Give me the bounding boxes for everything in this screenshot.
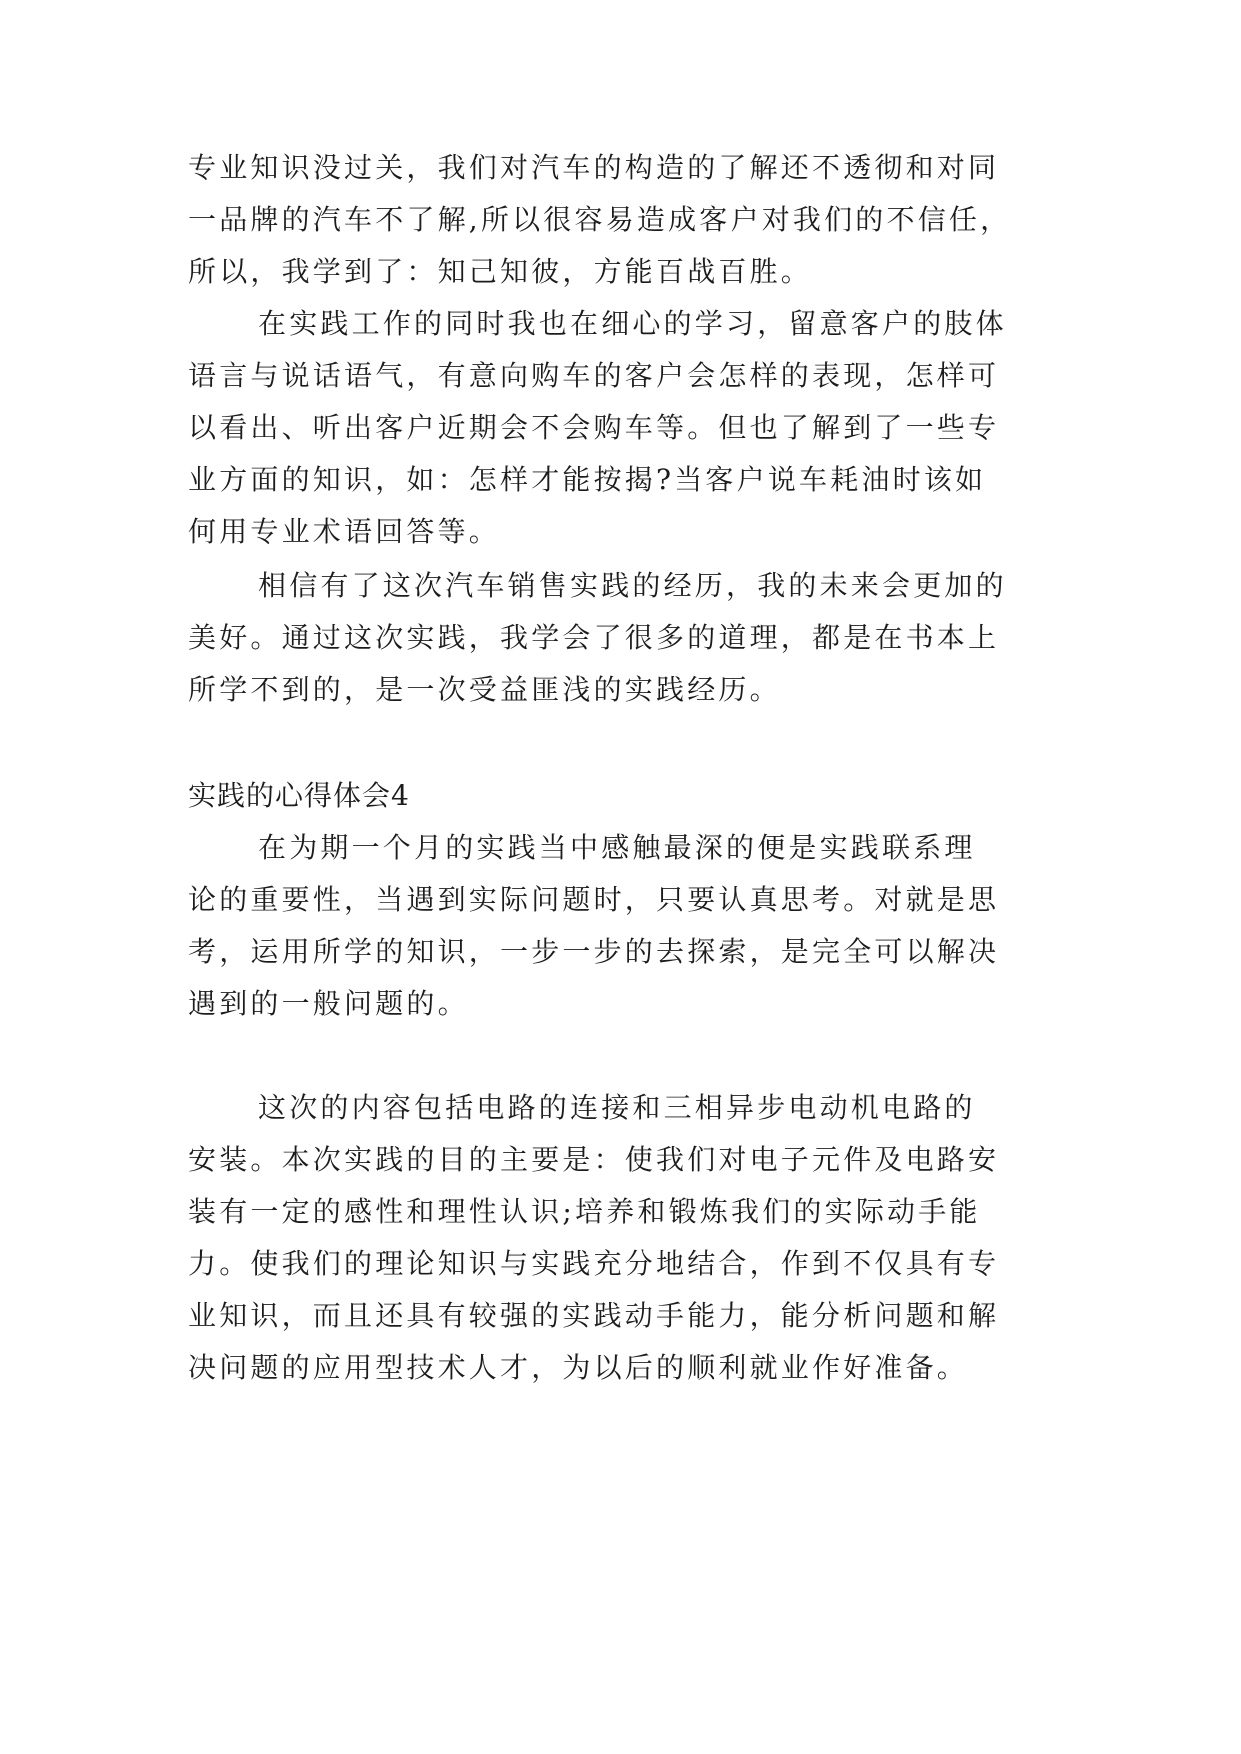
section-paragraph-2-line-3: 装有一定的感性和理性认识;培养和锻炼我们的实际动手能 [188, 1195, 981, 1228]
section-paragraph-2-line-5: 业知识，而且还具有较强的实践动手能力，能分析问题和解 [188, 1299, 1000, 1332]
section-paragraph-2-line-4: 力。使我们的理论知识与实践充分地结合，作到不仅具有专 [188, 1247, 1000, 1280]
paragraph-1-line-3: 所以，我学到了：知己知彼，方能百战百胜。 [188, 255, 813, 288]
paragraph-3-line-1: 相信有了这次汽车销售实践的经历，我的未来会更加的 [258, 569, 1007, 602]
paragraph-2-line-5: 何用专业术语回答等。 [188, 515, 501, 548]
paragraph-1-line-1: 专业知识没过关，我们对汽车的构造的了解还不透彻和对同 [188, 151, 1000, 184]
paragraph-3-line-3: 所学不到的，是一次受益匪浅的实践经历。 [188, 673, 781, 706]
section-paragraph-1-line-4: 遇到的一般问题的。 [188, 987, 469, 1020]
section-paragraph-2-line-1: 这次的内容包括电路的连接和三相异步电动机电路的 [258, 1091, 976, 1124]
section-paragraph-2-line-2: 安装。本次实践的目的主要是：使我们对电子元件及电路安 [188, 1143, 1000, 1176]
paragraph-2-line-3: 以看出、听出客户近期会不会购车等。但也了解到了一些专 [188, 411, 1000, 444]
paragraph-2-line-4: 业方面的知识，如：怎样才能按揭?当客户说车耗油时该如 [188, 463, 987, 496]
section-paragraph-1-line-1: 在为期一个月的实践当中感触最深的便是实践联系理 [258, 831, 976, 864]
paragraph-2-line-2: 语言与说话语气，有意向购车的客户会怎样的表现，怎样可 [188, 359, 1000, 392]
section-heading: 实践的心得体会4 [188, 779, 410, 812]
paragraph-1-line-2: 一品牌的汽车不了解,所以很容易造成客户对我们的不信任， [188, 203, 1012, 236]
paragraph-3-line-2: 美好。通过这次实践，我学会了很多的道理，都是在书本上 [188, 621, 1000, 654]
section-paragraph-1-line-2: 论的重要性，当遇到实际问题时，只要认真思考。对就是思 [188, 883, 1000, 916]
paragraph-2-line-1: 在实践工作的同时我也在细心的学习，留意客户的肢体 [258, 307, 1007, 340]
section-paragraph-1-line-3: 考，运用所学的知识，一步一步的去探索，是完全可以解决 [188, 935, 1000, 968]
section-paragraph-2-line-6: 决问题的应用型技术人才，为以后的顺利就业作好准备。 [188, 1351, 969, 1384]
